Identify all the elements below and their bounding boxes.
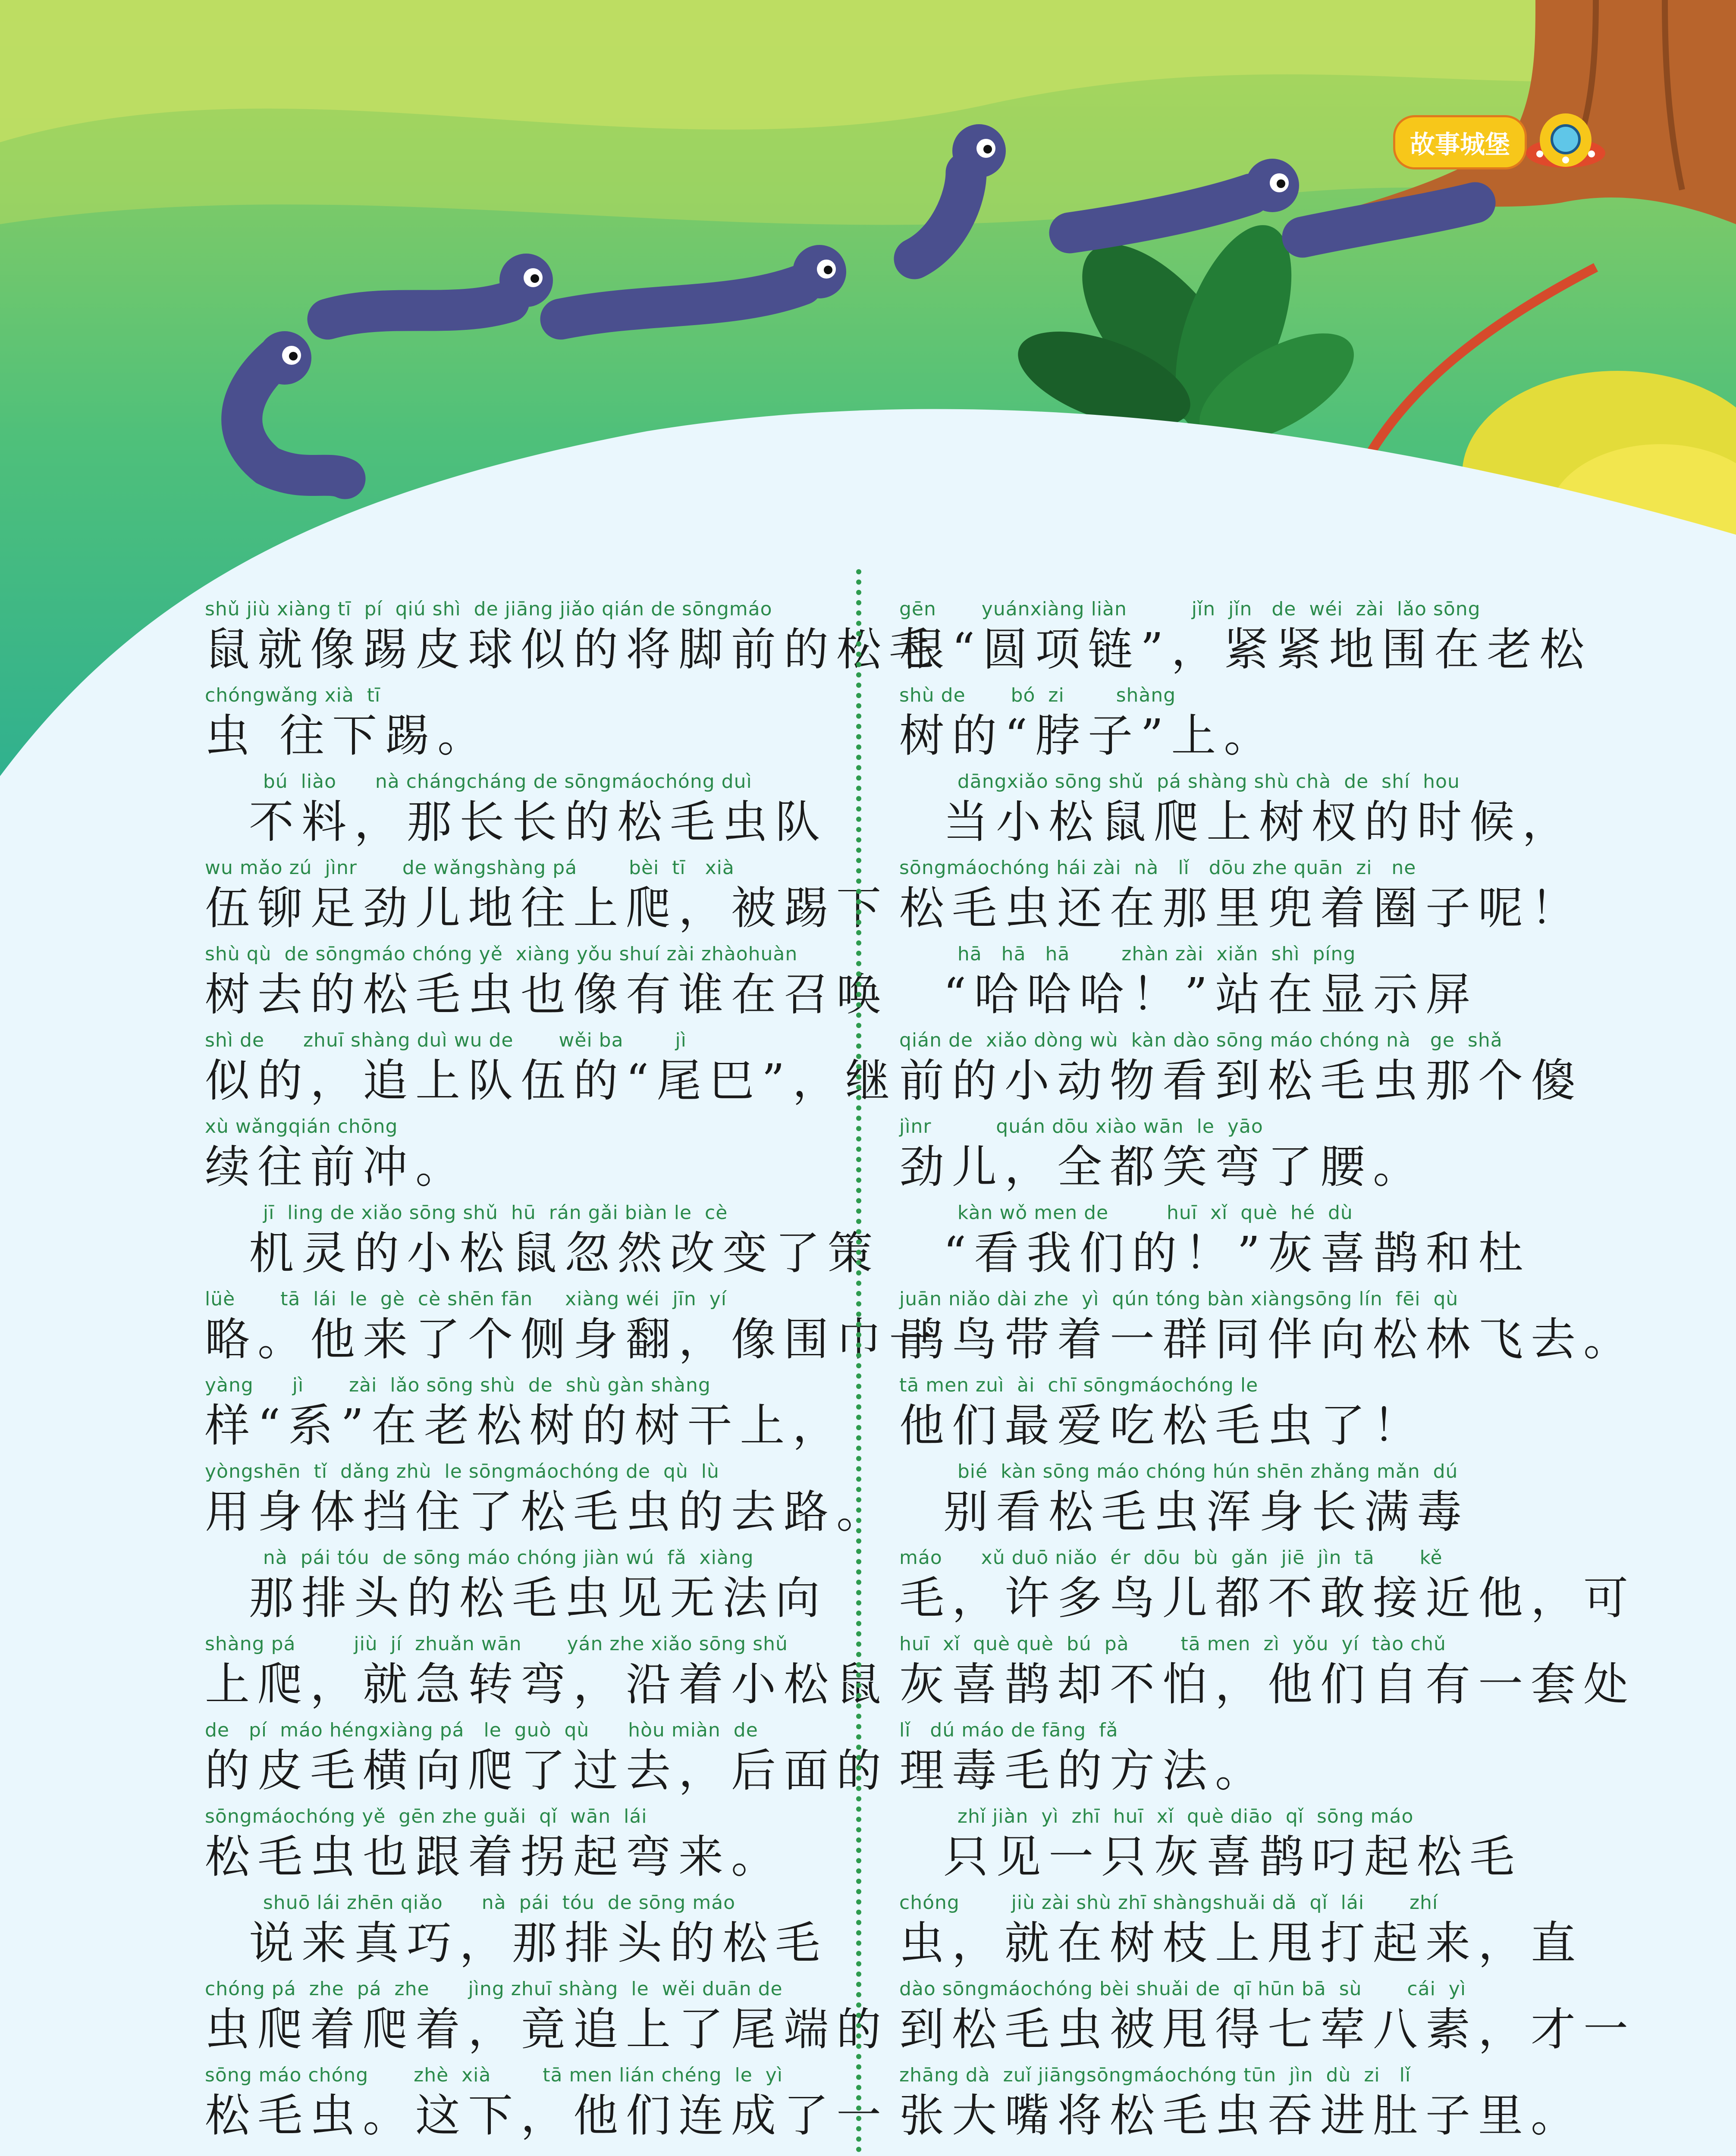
pinyin-line: lǐ dú máo de fāng fǎ: [899, 1719, 1118, 1741]
text-line: [899, 1889, 1584, 1975]
text-line: [899, 1457, 1542, 1544]
chinese-line: 虫 往下踢。: [205, 709, 490, 762]
pinyin-line: tā men zuì ài chī sōngmáochóng le: [899, 1374, 1259, 1396]
chinese-line: 松毛虫还在那里兜着圈子呢！: [899, 882, 1584, 934]
text-line: [205, 1716, 889, 1802]
pinyin-line: dào sōngmáochóng bèi shuǎi de qī hūn bā sù cái yì: [899, 1978, 1466, 2000]
chinese-line: 鼠就像踢皮球似的将脚前的松毛: [205, 623, 942, 676]
section-badge-label: 故事城堡: [1393, 115, 1527, 169]
text-column-right: [899, 595, 1636, 2147]
chinese-line: 虫，就在树枝上甩打起来，直: [899, 1917, 1584, 1969]
text-line: [205, 940, 889, 1026]
text-line: [899, 854, 1584, 940]
chinese-line: 张大嘴将松毛虫吞进肚子里。: [899, 2089, 1584, 2142]
column-divider: [856, 569, 861, 2156]
pinyin-line: huī xǐ què què bú pà tā men zì yǒu yí tào chǔ: [899, 1633, 1446, 1655]
pinyin-line: shì de zhuī shàng duì wu de wěi ba jì: [205, 1029, 687, 1051]
chinese-line: 松毛虫。这下，他们连成了一: [205, 2089, 889, 2142]
text-line: [205, 1889, 848, 1975]
chinese-line: 的皮毛横向爬了过去，后面的: [205, 1744, 889, 1797]
pinyin-line: qián de xiǎo dòng wù kàn dào sōng máo chóng nà ge shǎ: [899, 1029, 1503, 1051]
text-line: [899, 1716, 1542, 1802]
chinese-line: 样“系”在老松树的树干上，: [205, 1399, 845, 1452]
text-line: [899, 1026, 1584, 1112]
pinyin-line: wu mǎo zú jìnr de wǎngshàng pá bèi tī xià: [205, 857, 735, 879]
chinese-line: 根“圆项链”，紧紧地围在老松: [899, 623, 1592, 676]
pinyin-line: gēn yuánxiàng liàn jǐn jǐn de wéi zài lǎo sōng: [899, 598, 1481, 620]
pinyin-line: jī ling de xiǎo sōng shǔ hū rán gǎi biàn le cè: [205, 1202, 728, 1224]
text-line: [899, 2061, 1584, 2147]
chinese-line: “看我们的！”灰喜鹊和杜: [899, 1227, 1531, 1279]
pinyin-line: nà pái tóu de sōng máo chóng jiàn wú fǎ xiàng: [205, 1547, 754, 1569]
pinyin-line: shǔ jiù xiàng tī pí qiú shì de jiāng jiǎo qián de sōngmáo: [205, 598, 772, 620]
chinese-line: 劲儿，全都笑弯了腰。: [899, 1141, 1426, 1193]
text-line: [205, 1112, 848, 1199]
chinese-line: 到松毛虫被甩得七荤八素，才一: [899, 2003, 1636, 2056]
text-line: [899, 1199, 1542, 1285]
text-line: [205, 1975, 889, 2061]
text-line: [205, 1199, 881, 1285]
text-line: [205, 1371, 848, 1457]
text-line: [205, 1026, 898, 1112]
pinyin-line: shù de bó zi shàng: [899, 684, 1176, 706]
pinyin-line: shù qù de sōngmáo chóng yě xiàng yǒu shuí zài zhàohuàn: [205, 943, 798, 965]
pinyin-line: sōngmáochóng yě gēn zhe guǎi qǐ wān lái: [205, 1805, 647, 1827]
chinese-line: 松毛虫也跟着拐起弯来。: [205, 1830, 784, 1883]
chinese-line: 那排头的松毛虫见无法向: [205, 1572, 828, 1624]
text-line: [205, 2061, 889, 2147]
text-line: [899, 1630, 1636, 1716]
text-line: [899, 768, 1575, 854]
chinese-line: “哈哈哈！”站在显示屏: [899, 968, 1479, 1021]
chinese-line: 伍铆足劲儿地往上爬，被踢下: [205, 882, 889, 934]
chinese-line: 树去的松毛虫也像有谁在召唤: [205, 968, 889, 1021]
ufo-icon: [1523, 106, 1609, 179]
text-line: [899, 1802, 1542, 1889]
pinyin-line: bú liào nà chángcháng de sōngmáochóng duì: [205, 771, 752, 793]
pinyin-line: zhǐ jiàn yì zhī huī xǐ què diāo qǐ sōng máo: [899, 1805, 1414, 1827]
chinese-line: 只见一只灰喜鹊叼起松毛: [899, 1830, 1523, 1883]
chinese-line: 用身体挡住了松毛虫的去路。: [205, 1485, 889, 1538]
chinese-line: 灰喜鹊却不怕，他们自有一套处: [899, 1658, 1636, 1711]
pinyin-line: lüè tā lái le gè cè shēn fān xiàng wéi jīn yí: [205, 1288, 727, 1310]
pinyin-line: chóng jiù zài shù zhī shàngshuǎi dǎ qǐ lái zhí: [899, 1892, 1438, 1914]
text-line: [205, 1544, 848, 1630]
pinyin-line: de pí máo héngxiàng pá le guò qù hòu miàn de: [205, 1719, 758, 1741]
text-line: [205, 768, 848, 854]
pinyin-line: bié kàn sōng máo chóng hún shēn zhǎng mǎn dú: [899, 1460, 1458, 1482]
text-line: [205, 1285, 942, 1371]
pinyin-line: shuō lái zhēn qiǎo nà pái tóu de sōng máo: [205, 1892, 736, 1914]
chinese-line: 似的，追上队伍的“尾巴”，继: [205, 1054, 898, 1107]
pinyin-line: juān niǎo dài zhe yì qún tóng bàn xiàngsōng lín fēi qù: [899, 1288, 1459, 1310]
chinese-line: 毛，许多鸟儿都不敢接近他，可: [899, 1572, 1636, 1624]
text-line: [899, 1975, 1636, 2061]
section-badge: [1393, 110, 1609, 175]
pinyin-line: xù wǎngqián chōng: [205, 1116, 398, 1138]
pinyin-line: zhāng dà zuǐ jiāngsōngmáochóng tūn jìn dù zi lǐ: [899, 2064, 1411, 2086]
pinyin-line: sōng máo chóng zhè xià tā men lián chéng le yì: [205, 2064, 783, 2086]
pinyin-line: sōngmáochóng hái zài nà lǐ dōu zhe quān zi ne: [899, 857, 1416, 879]
chinese-line: 上爬，就急转弯，沿着小松鼠: [205, 1658, 889, 1711]
text-line: [205, 1802, 848, 1889]
chinese-line: 略。他来了个侧身翻，像围巾一: [205, 1313, 942, 1366]
text-line: [899, 940, 1542, 1026]
chinese-line: 鹃鸟带着一群同伴向松林飞去。: [899, 1313, 1636, 1366]
text-line: [205, 681, 848, 768]
text-line: [205, 854, 889, 940]
text-line: [899, 1544, 1636, 1630]
text-line: [205, 595, 942, 681]
text-line: [899, 1112, 1542, 1199]
text-line: [899, 681, 1542, 768]
pinyin-line: jìnr quán dōu xiào wān le yāo: [899, 1116, 1263, 1138]
pinyin-line: shàng pá jiù jí zhuǎn wān yán zhe xiǎo sōng shǔ: [205, 1633, 788, 1655]
pinyin-line: yòngshēn tǐ dǎng zhù le sōngmáochóng de qù lù: [205, 1460, 719, 1482]
text-line: [899, 595, 1592, 681]
text-line: [899, 1371, 1542, 1457]
text-column-left: [205, 595, 942, 2147]
chinese-line: 理毒毛的方法。: [899, 1744, 1268, 1797]
chinese-line: 不料，那长长的松毛虫队: [205, 796, 828, 848]
chinese-line: 说来真巧，那排头的松毛: [205, 1917, 828, 1969]
chinese-line: 虫爬着爬着，竟追上了尾端的: [205, 2003, 889, 2056]
chinese-line: 机灵的小松鼠忽然改变了策: [205, 1227, 881, 1279]
chinese-line: 前的小动物看到松毛虫那个傻: [899, 1054, 1584, 1107]
chinese-line: 续往前冲。: [205, 1141, 468, 1193]
pinyin-line: hā hā hā zhàn zài xiǎn shì píng: [899, 943, 1356, 965]
pinyin-line: kàn wǒ men de huī xǐ què hé dù: [899, 1202, 1353, 1224]
pinyin-line: yàng jì zài lǎo sōng shù de shù gàn shàng: [205, 1374, 711, 1396]
chinese-line: 他们最爱吃松毛虫了！: [899, 1399, 1426, 1452]
text-line: [205, 1457, 889, 1544]
text-line: [205, 1630, 889, 1716]
chinese-line: 别看松毛虫浑身长满毒: [899, 1485, 1470, 1538]
chinese-line: 当小松鼠爬上树杈的时候，: [899, 796, 1575, 848]
text-line: [899, 1285, 1636, 1371]
pinyin-line: máo xǔ duō niǎo ér dōu bù gǎn jiē jìn tā kě: [899, 1547, 1443, 1569]
pinyin-line: chóngwǎng xià tī: [205, 684, 381, 706]
chinese-line: 树的“脖子”上。: [899, 709, 1277, 762]
pinyin-line: dāngxiǎo sōng shǔ pá shàng shù chà de shí hou: [899, 771, 1460, 793]
pinyin-line: chóng pá zhe pá zhe jìng zhuī shàng le wěi duān de: [205, 1978, 783, 2000]
